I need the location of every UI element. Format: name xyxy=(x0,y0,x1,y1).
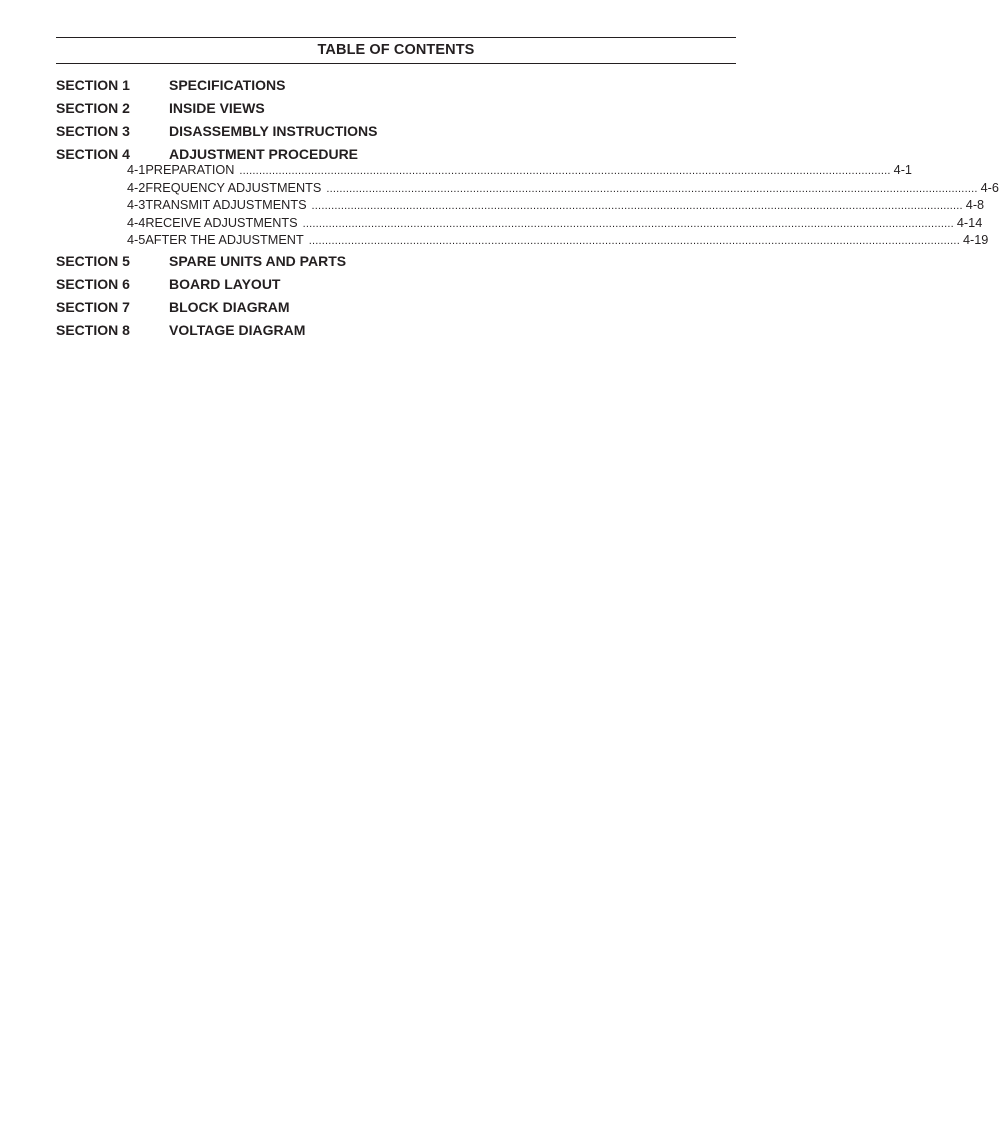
section-row-7[interactable] xyxy=(56,299,736,322)
subsection-number: 4-1 xyxy=(127,163,146,177)
dot-leader: ........................................................................................................................................................................................................ xyxy=(326,182,978,195)
subsection-row-4-1[interactable] xyxy=(56,163,912,181)
section-label: SECTION 7 xyxy=(56,298,130,315)
subsection-number: 4-5 xyxy=(127,233,146,247)
section-title: SPARE UNITS AND PARTS xyxy=(169,252,347,269)
section-title: BOARD LAYOUT xyxy=(169,275,281,292)
section-label: SECTION 2 xyxy=(56,100,130,116)
section-title: DISASSEMBLY INSTRUCTIONS xyxy=(169,123,378,139)
subsection-page-number: 4-8 xyxy=(965,198,985,212)
subsection-page-number: 4-14 xyxy=(956,215,983,230)
section-title: BLOCK DIAGRAM xyxy=(169,298,290,315)
section-row-8[interactable] xyxy=(56,322,736,345)
subsection-title: AFTER THE ADJUSTMENT xyxy=(145,233,304,247)
title-underline-rule xyxy=(56,63,736,64)
subsection-row-4-3[interactable] xyxy=(56,198,985,216)
section-row-5[interactable] xyxy=(56,253,736,276)
subsection-row-4-4[interactable] xyxy=(56,215,983,234)
section-label: SECTION 5 xyxy=(56,252,130,269)
subsection-row-4-5[interactable] xyxy=(56,233,989,251)
dot-leader: ........................................................................................................................................................................................................ xyxy=(308,235,960,247)
subsection-page-number: 4-1 xyxy=(893,163,912,177)
dot-leader: ........................................................................................................................................................................................................ xyxy=(239,165,891,177)
subsection-page-number: 4-19 xyxy=(962,233,989,247)
subsection-title: FREQUENCY ADJUSTMENTS xyxy=(145,180,322,195)
subsection-page-number: 4-6 xyxy=(980,180,999,195)
section-title: SPECIFICATIONS xyxy=(169,77,286,93)
subsection-list xyxy=(56,163,999,251)
subsection-number: 4-2 xyxy=(127,180,146,195)
section-title: INSIDE VIEWS xyxy=(169,100,265,116)
section-title: VOLTAGE DIAGRAM xyxy=(169,321,306,338)
section-label: SECTION 3 xyxy=(56,123,130,139)
section-label: SECTION 8 xyxy=(56,321,130,338)
section-row-3[interactable] xyxy=(56,123,736,146)
subsection-title: PREPARATION xyxy=(145,163,235,177)
toc-page xyxy=(56,37,999,345)
dot-leader: ........................................................................................................................................................................................................ xyxy=(311,200,963,212)
dot-leader: ........................................................................................................................................................................................................ xyxy=(302,217,954,230)
section-row-1[interactable] xyxy=(56,77,736,100)
subsection-row-4-2[interactable] xyxy=(56,180,999,199)
subsection-title: TRANSMIT ADJUSTMENTS xyxy=(145,198,307,212)
subsection-title: RECEIVE ADJUSTMENTS xyxy=(145,215,298,230)
section-row-2[interactable] xyxy=(56,100,736,123)
section-title: ADJUSTMENT PROCEDURE xyxy=(169,146,359,162)
toc-title: TABLE OF CONTENTS xyxy=(317,42,475,58)
section-label: SECTION 6 xyxy=(56,275,130,292)
section-list xyxy=(56,77,999,345)
subsection-number: 4-3 xyxy=(127,198,146,212)
subsection-number: 4-4 xyxy=(127,215,146,230)
section-label: SECTION 1 xyxy=(56,77,130,93)
section-row-6[interactable] xyxy=(56,276,736,299)
section-label: SECTION 4 xyxy=(56,146,130,162)
